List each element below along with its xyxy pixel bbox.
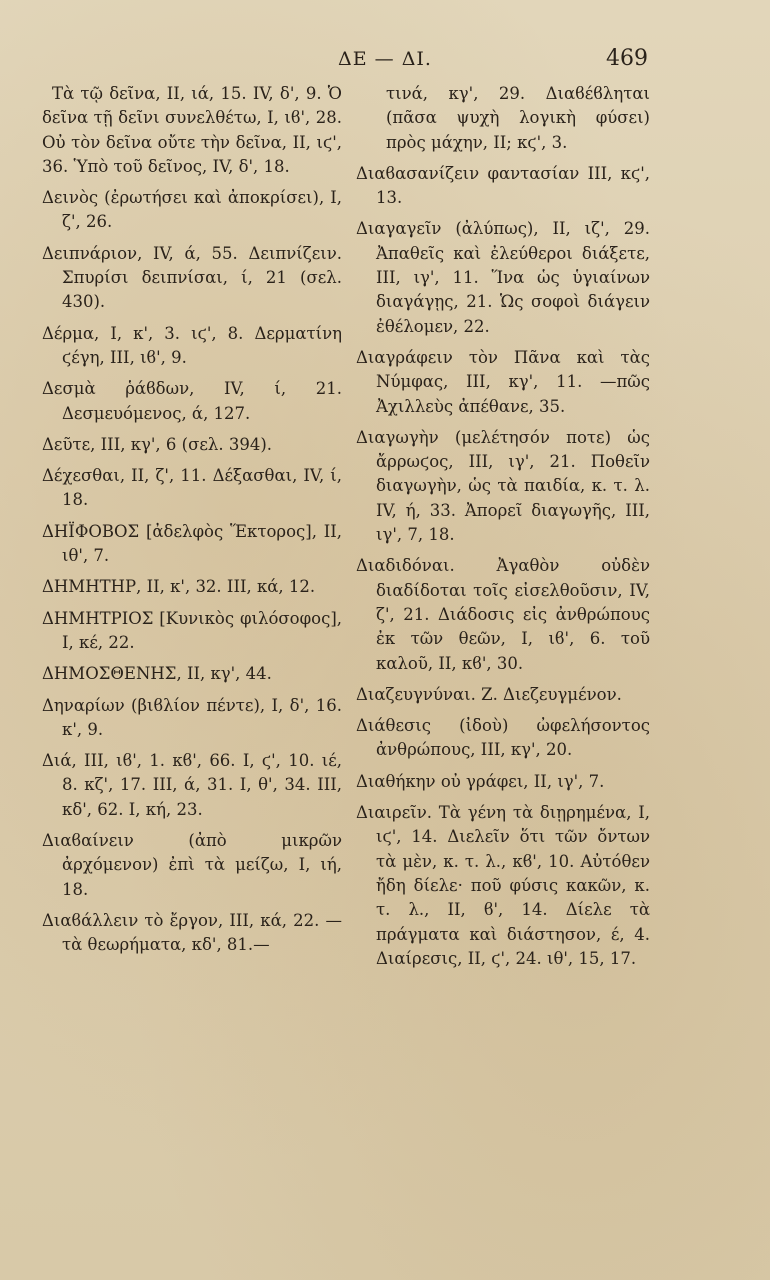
- page-header: [0, 48, 770, 78]
- index-entry: Διαθήκην οὐ γράφει, II, ιγ', 7.: [356, 771, 605, 791]
- index-entry: Διά, III, ιϐ', 1. κϐ', 66. I, ϛ', 10. ιέ, 8. κζ', 17. III, ά, 31. I, θ', 34. III, κδ', 62. I, κή, 23.: [42, 751, 342, 819]
- index-entry: Τὰ τῷ δεῖνα, II, ιά, 15. IV, δ', 9. Ὁ δεῖνα τῇ δεῖνι συνελθέτω, I, ιϐ', 28. Οὐ τὸν δεῖνα οὔτε τὴν δεῖνα, II, ιϛ', 36. Ὑπὸ τοῦ δεῖνος, IV, δ', 18.: [42, 84, 342, 176]
- index-entry: Διαγωγὴν (μελέτησόν ποτε) ὡς ἄρρωϛος, III, ιγ', 21. Ποθεῖν διαγωγὴν, ὡς τὰ παιδία, κ. τ. λ. IV, ή, 33. Ἀπορεῖ διαγωγῆς, III, ιγ', 7, 18.: [356, 427, 650, 545]
- page-number: 469: [606, 46, 648, 71]
- index-entry: Δεινὸς (ἐρωτήσει καὶ ἀποκρίσει), I, ζ', 26.: [42, 188, 342, 232]
- index-entry: Διαϐασανίζειν φαντασίαν III, κϛ', 13.: [356, 163, 650, 208]
- index-entry: ΔΗΜΗΤΗΡ, II, κ', 32. III, κά, 12.: [42, 577, 316, 597]
- index-entry: Διαϐαίνειν (ἀπὸ μικρῶν ἀρχόμενον) ἐπὶ τὰ μείζω, I, ιή, 18.: [42, 831, 342, 899]
- index-entry: ΔΗΪΦΟΒΟΣ [ἀδελφὸς Ἕκτορος], II, ιθ', 7.: [42, 521, 342, 566]
- running-head: ΔΕ — ΔΙ.: [338, 48, 432, 70]
- index-entry: ΔΗΜΗΤΡΙΟΣ [Κυνικὸς φιλόσοφος], I, κέ, 22.: [42, 608, 342, 652]
- left-column: [42, 82, 342, 965]
- index-entry: Διαγράφειν τὸν Πᾶνα καὶ τὰς Νύμφας, III, κγ', 11. —πῶς Ἀχιλλεὺς ἀπέθανε, 35.: [356, 347, 650, 416]
- index-entry: Διαζευγνύναι. Ζ. Διεζευγμένον.: [356, 684, 622, 704]
- index-entry: Δεῦτε, III, κγ', 6 (σελ. 394).: [42, 434, 273, 454]
- index-entry: Δέρμα, I, κ', 3. ιϛ', 8. Δερματίνη ϛέγη, III, ιϐ', 9.: [42, 323, 342, 367]
- index-entry: Δεσμὰ ῥάϐδων, IV, ί, 21. Δεσμευόμενος, ά, 127.: [42, 379, 342, 423]
- right-column: [356, 82, 650, 978]
- index-entry: Δέχεσθαι, II, ζ', 11. Δέξασθαι, IV, ί, 18.: [42, 466, 342, 510]
- index-entry: Διαδιδόναι. Ἀγαθὸν οὐδὲν διαδίδοται τοῖς εἰσελθοῦσιν, IV, ζ', 21. Διάδοσις εἰς ἀνθρώπους ἐκ τῶν θεῶν, I, ιϐ', 6. τοῦ καλοῦ, II, κϐ', 30.: [356, 556, 650, 673]
- index-entry: Διαιρεῖν. Τὰ γένη τὰ διῃρημένα, I, ιϛ', 14. Διελεῖν ὅτι τῶν ὄντων τὰ μὲν, κ. τ. λ., κϐ', 10. Αὐτόθεν ἤδη δίελε· ποῦ φύσις κακῶν, κ. τ. λ., II, ϐ', 14. Δίελε τὰ πράγματα καὶ διάστησον, έ, 4. Διαίρεσις, II, ϛ', 24. ιθ', 15, 17.: [356, 803, 650, 968]
- index-entry: Διάθεσις (ἰδοὺ) ὠφελήσοντος ἀνθρώπους, III, κγ', 20.: [356, 716, 650, 760]
- index-entry: ΔΗΜΟΣΘΕΝΗΣ, II, κγ', 44.: [42, 664, 272, 684]
- index-entry: Διαγαγεῖν (ἀλύπως), II, ιζ', 29. Ἀπαθεῖς καὶ ἐλεύθεροι διάξετε, III, ιγ', 11. Ἵνα ὡς ὑγιαίνων διαγάγῃς, 21. Ὡς σοφοὶ διάγειν ἐθέλομεν, 22.: [356, 219, 650, 336]
- index-entry: Δειπνάριον, IV, ά, 55. Δειπνίζειν. Σπυρίσι δειπνίσαι, ί, 21 (σελ. 430).: [42, 243, 342, 312]
- index-entry: Δηναρίων (βιϐλίον πέντε), I, δ', 16. κ', 9.: [42, 695, 342, 739]
- index-entry-continued: τινά, κγ', 29. Διαϐέϐληται (πᾶσα ψυχὴ λογικὴ φύσει) πρὸς μάχην, II; κϛ', 3.: [386, 84, 650, 152]
- index-entry: Διαϐάλλειν τὸ ἔργον, III, κά, 22. —τὰ θεωρήματα, κδ', 81.—: [42, 910, 342, 955]
